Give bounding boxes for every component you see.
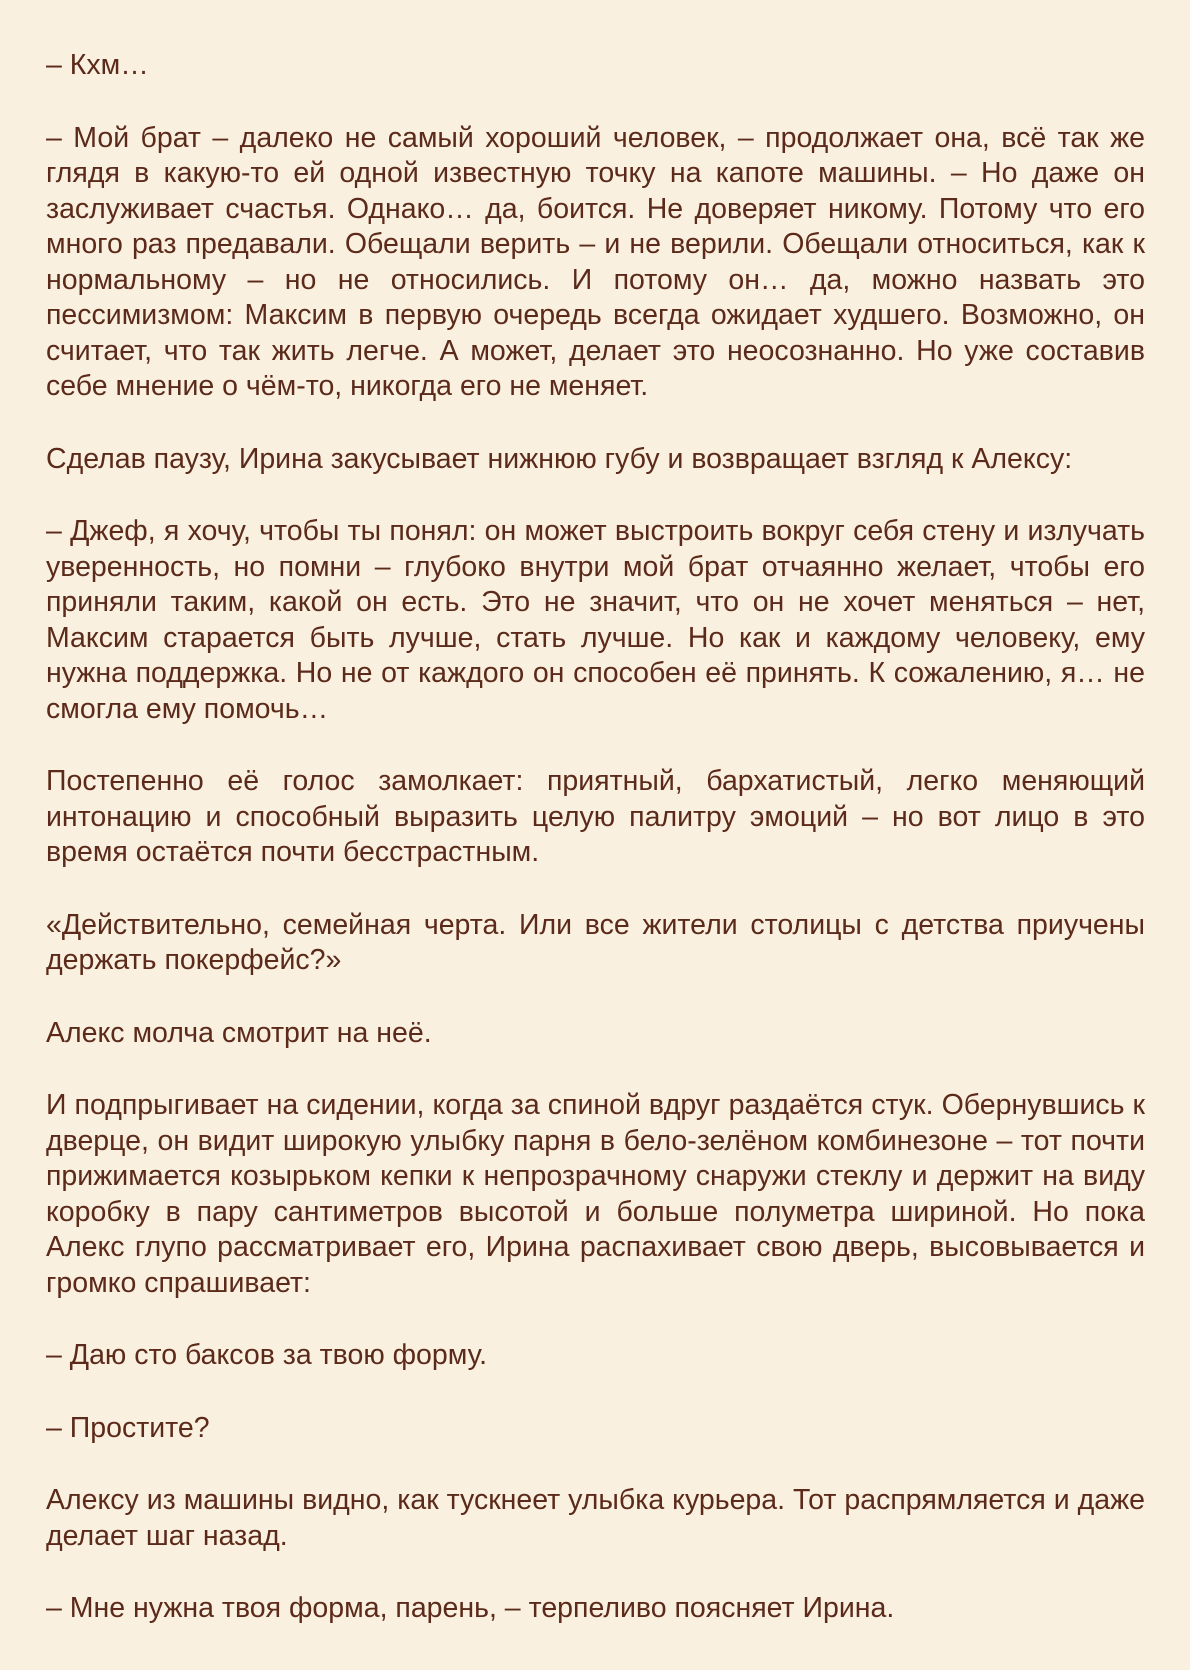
paragraph-5: Постепенно её голос замолкает: приятный, бархатистый, легко меняющий интонацию и способный выразить целую палитру эмоций – но вот лицо в это время остаётся почти бесстрастным. <box>46 765 1145 868</box>
paragraph-2: – Мой брат – далеко не самый хороший человек, – продолжает она, всё так же глядя в какую-то ей одной известную точку на капоте машины. – Но даже он заслуживает счастья. Однако… да, боится. Не доверяет никому. Потому что его много раз предавали. Обещали верить – и не верили. Обещали относиться, как к нормальному – но не относились. И потому он… да, можно назвать это пессимизмом: Максим в первую очередь всегда ожидает худшего. Возможно, он считает, что так жить легче. А может, делает это неосознанно. Но уже составив себе мнение о чём-то, никогда его не меняет. <box>46 121 1145 402</box>
paragraph-10: – Простите? <box>46 1411 210 1444</box>
paragraph-12: – Мне нужна твоя форма, парень, – терпеливо поясняет Ирина. <box>46 1592 895 1624</box>
paragraph-1: – Кхм… <box>46 49 149 81</box>
paragraph-7: Алекс молча смотрит на неё. <box>46 1016 432 1049</box>
paragraph-8: И подпрыгивает на сидении, когда за спиной вдруг раздаётся стук. Обернувшись к дверце, он видит широкую улыбку парня в бело-зелёном комбинезоне – тот почти прижимается козырьком кепки к непрозрачному снаружи стеклу и держит на виду коробку в пару сантиметров высотой и больше полуметра шириной. Но пока Алекс глупо рассматривает его, Ирина распахивает свою дверь, высовывается и громко спрашивает: <box>46 1089 1145 1299</box>
paragraph-9: – Даю сто баксов за твою форму. <box>46 1339 487 1371</box>
paragraph-6: «Действительно, семейная черта. Или все жители столицы с детства приучены держать покерфейс?» <box>46 908 1145 976</box>
paragraph-11: Алексу из машины видно, как тускнеет улыбка курьера. Тот распрямляется и даже делает шаг назад. <box>46 1484 1145 1552</box>
paragraph-3: Сделав паузу, Ирина закусывает нижнюю губу и возвращает взгляд к Алексу: <box>46 442 1073 475</box>
paragraph-4: – Джеф, я хочу, чтобы ты понял: он может выстроить вокруг себя стену и излучать уверенность, но помни – глубоко внутри мой брат отчаянно желает, чтобы его приняли таким, какой он есть. Это не значит, что он не хочет меняться – нет, Максим старается быть лучше, стать лучше. Но как и каждому человеку, ему нужна поддержка. Но не от каждого он способен её принять. К сожалению, я… не смогла ему помочь… <box>46 515 1145 725</box>
